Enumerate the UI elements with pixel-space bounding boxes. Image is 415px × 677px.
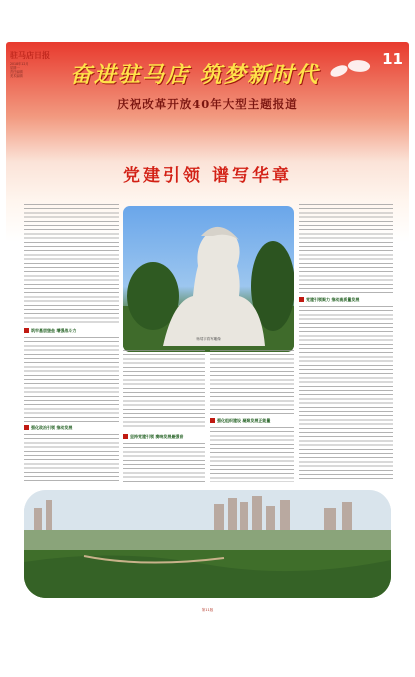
cityscape-photo: [24, 490, 391, 598]
meta-line: 2018年12月: [10, 62, 29, 66]
masthead-title: 驻马店日报: [10, 50, 50, 60]
article-headline: 党建引领 谱写华章: [123, 166, 292, 186]
masthead-meta: [10, 62, 50, 78]
section-mark-icon: [210, 418, 215, 423]
section-mark-icon: [299, 297, 304, 302]
section-mark-icon: [24, 328, 29, 333]
statue-photo: [123, 206, 294, 352]
text-column-left-bottom: [24, 434, 119, 482]
text-column-middle-a: [123, 350, 205, 430]
section-heading: 坚持党建引领 奏响发展最强音: [123, 432, 183, 441]
text-column-left: [24, 337, 119, 422]
text-column-middle-c: [210, 427, 294, 482]
meta-line: 星期一: [10, 66, 20, 70]
section-mark-icon: [24, 425, 29, 430]
section-mark-icon: [123, 434, 128, 439]
photo-caption: 杨靖宇将军雕像: [196, 337, 221, 341]
section-heading: 筑牢基层堡垒 增强战斗力: [24, 326, 76, 335]
page-number: 11: [382, 50, 403, 68]
text-column-left-top: [24, 204, 119, 324]
section-heading: 党建引领聚力 推动高质量发展: [299, 295, 359, 304]
text-column-right: [299, 306, 393, 482]
meta-line: 美术编辑: [10, 74, 23, 78]
banner-slogan: 奋进驻马店 筑梦新时代: [70, 62, 320, 88]
page-footer: 第11版: [201, 608, 214, 612]
text-column-right-top: [299, 204, 393, 294]
meta-line: 责任编辑: [10, 70, 23, 74]
text-column-middle-d: [123, 443, 205, 482]
section-heading: 强化政治引领 推动发展: [24, 423, 72, 432]
page-subtitle: 庆祝改革开放40年大型主题报道: [117, 97, 298, 111]
text-column-middle-b: [210, 350, 294, 415]
section-heading: 强化组织建设 凝聚发展正能量: [210, 416, 270, 425]
